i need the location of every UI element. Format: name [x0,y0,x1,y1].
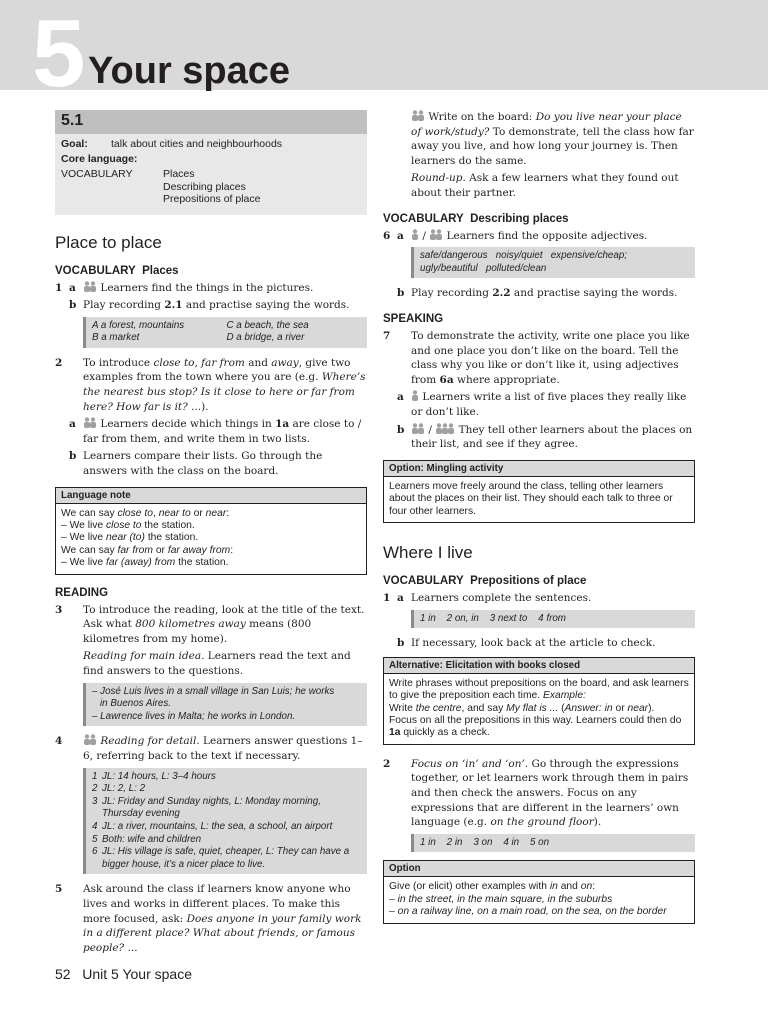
exercise-6a: 6 a / Learners find the opposite adjectives. [383,229,648,242]
answer-box-4: 1 JL: 14 hours, L: 3–4 hours 2 JL: 2, L: 2 3 JL: Friday and Sunday nights, L: Monday morning, Thursday evening 4 JL: a river, mountains, L: the sea, a school, an airport 5 Both: wife and children 6 JL: His village is safe, quiet, cheaper, L: They can have a bigger house, it’s a nicer place to live. [83,768,367,875]
vocab-item: Prepositions of place [163,193,261,205]
exercise-3: 3 To introduce the reading, look at the title of the text. Ask what 800 kilometres away means (800 kilometres from my home). [55,603,365,645]
exercise-6b: b Play recording 2.2 and practise saying the words. [397,287,678,300]
exercise-2-where: 2 Focus on ‘in’ and ‘on’. Go through the expressions together, or let learners work through them in pairs and then check the answers. Focus on any expressions that are different in the learners’ own language (e.g. on the ground floor). [383,757,689,829]
subsection-heading: VOCABULARY Prepositions of place [383,574,587,587]
option-box-mingling: Option: Mingling activity Learners move freely around the class, telling other learners about the places on their list. They should each talk to three or four other learners. [383,460,695,523]
exercise-1b-where: b If necessary, look back at the article to check. [397,637,656,650]
exercise-1a: 1 a Learners find the things in the pictures. [55,281,314,294]
individual-work-icon [411,390,419,401]
language-note-title: Language note [56,488,366,504]
reading-heading: READING [55,586,109,599]
left-column [55,110,367,958]
answer-box-6: safe/dangerous noisy/quiet expensive/cheap; ugly/beautiful polluted/clean [411,247,695,278]
pair-work-icon [411,110,425,121]
footer-text: Unit 5 Your space [82,966,192,982]
exercise-3-reading: Reading for main idea. Learners read the text and find answers to the questions. [83,650,351,678]
unit-number: 5 [32,0,84,107]
vocab-item: Describing places [163,180,246,193]
exercise-5: 5 Ask around the class if learners know anyone who lives and works in different places. To make this more focused, ask: Does anyone in your family work in a different place? What about friends, or famous people? ... [55,883,362,954]
vocab-item: Places [163,168,195,180]
lesson-goal-box [55,110,367,215]
subsection-heading: VOCABULARY Places [55,264,179,277]
exercise-2a: a Learners decide which things in 1a are close to / far from them, and write them in two lists. [69,418,362,445]
page-number: 52 [55,966,71,982]
speaking-heading: SPEAKING [383,312,444,325]
exercise-7b: b / They tell other learners about the places on their list, and see if they agree. [397,423,693,451]
exercise-1a-where: 1 a Learners complete the sentences. [383,591,592,604]
goal-label: Goal: [61,138,88,150]
subsection-heading: VOCABULARY Describing places [383,212,569,225]
pair-work-icon [83,417,97,428]
exercise-4: 4 Reading for detail. Learners answer questions 1–6, referring back to the text if necessary. [55,735,363,762]
core-language-label: Core language: [61,153,138,165]
lesson-code: 5.1 [55,110,367,134]
vocab-label: VOCABULARY [61,168,133,180]
page-title: Your space [88,50,291,92]
exercise-7: 7 To demonstrate the activity, write one place you like and one place you don’t like on the board. Tell the class why you like or don’t like it, using adjectives from 6a where appropriate. [383,329,690,386]
exercise-7a: a Learners write a list of five places they really like or don’t like. [397,391,687,418]
pair-work-icon [429,229,443,240]
individual-work-icon [411,229,419,240]
right-column [383,110,695,936]
exercise-2b: b Learners compare their lists. Go through the answers with the class on the board. [69,450,323,478]
pair-work-icon [83,734,97,745]
alternative-box: Alternative: Elicitation with books closed Write phrases without prepositions on the board, and ask learners to give the preposition each time. Example: Write the centre, and say My flat is ... (Answer: in or near). Focus on all the prepositions in this way. Learners could then do 1a quickly as a check. [383,657,695,745]
answer-box-3: – José Luis lives in a small village in San Luis; he works in Buenos Aires. – Lawrence lives in Malta; he works in London. [83,683,367,727]
exercise-2: 2 To introduce close to, far from and away, give two examples from the town where you are (e.g. Where’s the nearest bus stop? Is it close to here or far from here? How far is it? ...). [55,356,366,413]
exercise-1b: b Play recording 2.1 and practise saying the words. [69,299,350,312]
exercise-5-continued: Write on the board: Do you live near your place of work/study? To demonstrate, tell the class how far away you live, and how long your journey is. Then learners do the same. [411,111,694,167]
section-title: Place to place [55,232,162,252]
pair-work-icon [411,423,425,434]
section-title: Where I live [383,542,473,562]
answer-box-2-where: 1 in 2 in 3 on 4 in 5 on [411,834,695,853]
goal-text: talk about cities and neighbourhoods [111,138,283,150]
round-up: Round-up. Ask a few learners what they found out about their partner. [411,172,679,199]
page-footer [55,966,192,982]
language-note-box: Language note We can say close to, near to or near: – We live close to the station. – We live near (to) the station. We can say far from or far away from: – We live far (away) from the station. [55,487,367,575]
group-work-icon [435,423,455,434]
option-box: Option Give (or elicit) other examples with in and on: – in the street, in the main square, in the suburbs – on a railway line, on a main road, on the sea, on the border [383,860,695,923]
answer-box-1: A a forest, mountains C a beach, the sea B a market D a bridge, a river [83,317,367,348]
pair-work-icon [83,281,97,292]
answer-box-1a-where: 1 in 2 on, in 3 next to 4 from [411,610,695,629]
